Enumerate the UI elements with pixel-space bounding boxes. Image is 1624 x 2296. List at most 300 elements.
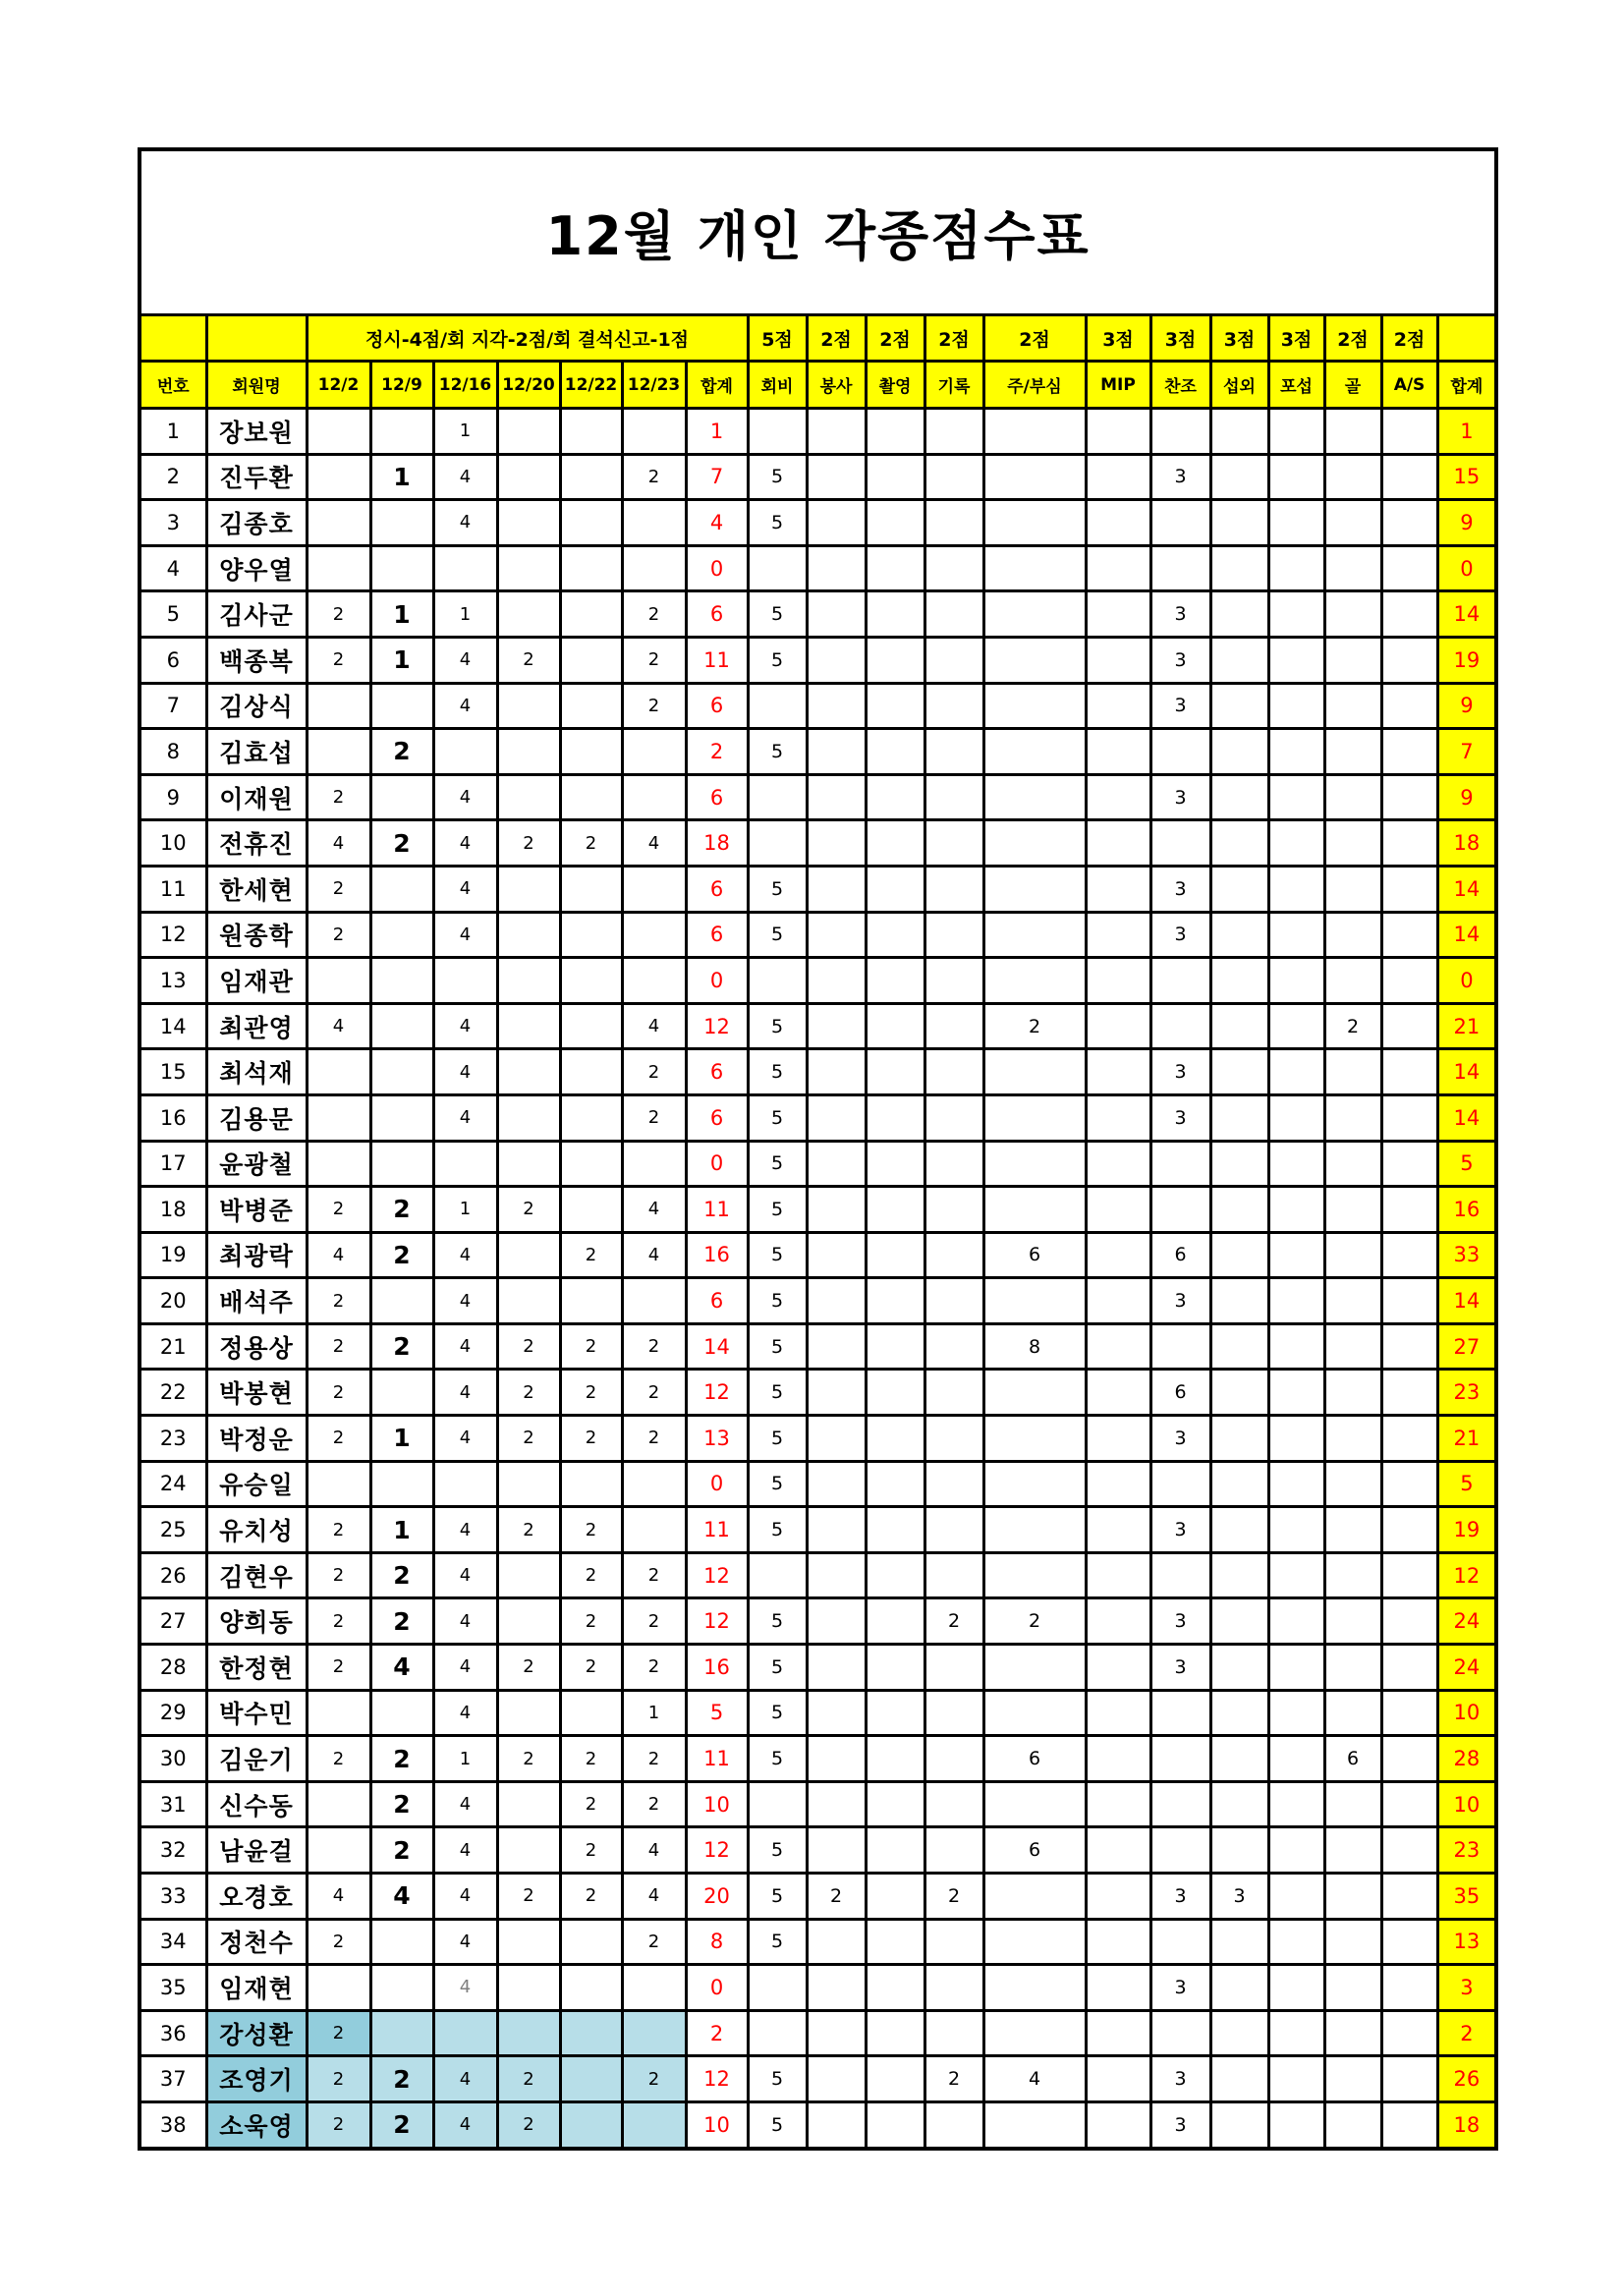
goal-points xyxy=(1324,1552,1381,1598)
referee-points xyxy=(983,1552,1086,1598)
record-points xyxy=(924,1003,983,1049)
member-row xyxy=(140,1827,1496,1874)
referee-points: 2 xyxy=(983,1003,1086,1049)
sponsor-points: 3 xyxy=(1150,1507,1210,1553)
member-name: 김사군 xyxy=(206,591,307,638)
attendance-12-9 xyxy=(370,1094,433,1141)
attendance-12-20: 2 xyxy=(497,1323,560,1370)
sponsor-points xyxy=(1150,2010,1210,2056)
recruit-contact-points xyxy=(1210,591,1268,638)
member-name: 양희동 xyxy=(206,1598,307,1645)
volunteer-points xyxy=(807,500,866,546)
fee-points xyxy=(748,1552,807,1598)
recruit-points xyxy=(1268,1323,1324,1370)
assist-points xyxy=(1381,1370,1437,1416)
attendance-12-16: 4 xyxy=(433,774,497,820)
member-row xyxy=(140,1232,1496,1278)
member-row xyxy=(140,1370,1496,1416)
referee-points: 6 xyxy=(983,1232,1086,1278)
header-blank xyxy=(140,315,206,362)
member-number: 30 xyxy=(140,1736,206,1782)
record-points xyxy=(924,2101,983,2148)
attendance-12-16: 4 xyxy=(433,820,497,867)
volunteer-points xyxy=(807,2101,866,2148)
volunteer-points xyxy=(807,1827,866,1874)
member-row xyxy=(140,958,1496,1004)
attendance-12-9: 2 xyxy=(370,1187,433,1233)
attendance-12-16: 4 xyxy=(433,1827,497,1874)
attendance-sum: 12 xyxy=(686,1598,748,1645)
referee-points: 2 xyxy=(983,1598,1086,1645)
volunteer-points xyxy=(807,454,866,500)
attendance-12-9: 2 xyxy=(370,1323,433,1370)
filming-points xyxy=(866,1141,924,1187)
attendance-12-22: 2 xyxy=(560,1370,622,1416)
attendance-12-16 xyxy=(433,1141,497,1187)
grand-total: 19 xyxy=(1437,637,1496,683)
points-recruit-contact: 3점 xyxy=(1210,315,1268,362)
attendance-sum: 6 xyxy=(686,683,748,729)
record-points xyxy=(924,1141,983,1187)
goal-points xyxy=(1324,774,1381,820)
member-number: 24 xyxy=(140,1461,206,1507)
goal-points xyxy=(1324,1323,1381,1370)
attendance-12-22 xyxy=(560,683,622,729)
goal-points xyxy=(1324,1507,1381,1553)
recruit-points xyxy=(1268,591,1324,638)
attendance-12-9: 2 xyxy=(370,2101,433,2148)
grand-total: 14 xyxy=(1437,866,1496,912)
attendance-12-9 xyxy=(370,545,433,591)
attendance-12-23 xyxy=(622,774,686,820)
volunteer-points xyxy=(807,1094,866,1141)
mip-points xyxy=(1086,454,1150,500)
col-header-12-20: 12/20 xyxy=(497,362,560,409)
attendance-12-2: 2 xyxy=(307,637,370,683)
mip-points xyxy=(1086,409,1150,455)
attendance-12-2: 2 xyxy=(307,1645,370,1691)
attendance-sum: 13 xyxy=(686,1416,748,1462)
grand-total: 23 xyxy=(1437,1827,1496,1874)
attendance-12-16: 4 xyxy=(433,2101,497,2148)
recruit-contact-points xyxy=(1210,2056,1268,2102)
record-points xyxy=(924,500,983,546)
attendance-12-16: 4 xyxy=(433,1232,497,1278)
attendance-12-23 xyxy=(622,866,686,912)
grand-total: 21 xyxy=(1437,1416,1496,1462)
attendance-12-9 xyxy=(370,1141,433,1187)
attendance-12-23: 2 xyxy=(622,1736,686,1782)
referee-points xyxy=(983,912,1086,958)
attendance-12-2: 2 xyxy=(307,2056,370,2102)
attendance-12-9: 2 xyxy=(370,1781,433,1827)
attendance-12-16: 1 xyxy=(433,409,497,455)
member-row xyxy=(140,1187,1496,1233)
attendance-12-23: 2 xyxy=(622,637,686,683)
attendance-12-22 xyxy=(560,454,622,500)
attendance-12-16: 4 xyxy=(433,500,497,546)
attendance-12-22 xyxy=(560,1690,622,1736)
assist-points xyxy=(1381,1323,1437,1370)
attendance-12-2: 2 xyxy=(307,2101,370,2148)
attendance-12-20 xyxy=(497,1598,560,1645)
member-name: 김운기 xyxy=(206,1736,307,1782)
referee-points xyxy=(983,1461,1086,1507)
referee-points xyxy=(983,500,1086,546)
filming-points xyxy=(866,774,924,820)
sponsor-points xyxy=(1150,1781,1210,1827)
attendance-12-22: 2 xyxy=(560,1552,622,1598)
volunteer-points xyxy=(807,1370,866,1416)
member-row xyxy=(140,2101,1496,2148)
goal-points xyxy=(1324,729,1381,775)
attendance-12-2 xyxy=(307,1781,370,1827)
volunteer-points xyxy=(807,1278,866,1324)
col-header-recruit-contact: 섭외 xyxy=(1210,362,1268,409)
fee-points: 5 xyxy=(748,729,807,775)
record-points xyxy=(924,774,983,820)
fee-points: 5 xyxy=(748,1507,807,1553)
goal-points xyxy=(1324,637,1381,683)
grand-total: 14 xyxy=(1437,1094,1496,1141)
referee-points xyxy=(983,683,1086,729)
fee-points: 5 xyxy=(748,591,807,638)
fee-points: 5 xyxy=(748,1323,807,1370)
mip-points xyxy=(1086,866,1150,912)
attendance-12-2: 2 xyxy=(307,1552,370,1598)
attendance-12-16: 4 xyxy=(433,637,497,683)
attendance-12-9: 4 xyxy=(370,1874,433,1920)
header-blank xyxy=(206,315,307,362)
goal-points xyxy=(1324,1874,1381,1920)
record-points xyxy=(924,683,983,729)
attendance-12-9 xyxy=(370,1919,433,1965)
referee-points xyxy=(983,1645,1086,1691)
attendance-12-23: 2 xyxy=(622,1049,686,1095)
attendance-12-20: 2 xyxy=(497,820,560,867)
mip-points xyxy=(1086,1187,1150,1233)
grand-total: 0 xyxy=(1437,545,1496,591)
attendance-12-22: 2 xyxy=(560,1645,622,1691)
points-volunteer: 2점 xyxy=(807,315,866,362)
volunteer-points xyxy=(807,1552,866,1598)
attendance-12-23 xyxy=(622,500,686,546)
member-number: 31 xyxy=(140,1781,206,1827)
attendance-12-16 xyxy=(433,545,497,591)
points-filming: 2점 xyxy=(866,315,924,362)
member-name: 남윤걸 xyxy=(206,1827,307,1874)
member-row xyxy=(140,454,1496,500)
filming-points xyxy=(866,1416,924,1462)
assist-points xyxy=(1381,637,1437,683)
grand-total: 35 xyxy=(1437,1874,1496,1920)
recruit-points xyxy=(1268,1094,1324,1141)
member-name: 유승일 xyxy=(206,1461,307,1507)
attendance-12-20 xyxy=(497,1141,560,1187)
attendance-sum: 20 xyxy=(686,1874,748,1920)
attendance-12-22: 2 xyxy=(560,1874,622,1920)
referee-points xyxy=(983,1278,1086,1324)
attendance-12-23 xyxy=(622,409,686,455)
attendance-12-23: 4 xyxy=(622,1232,686,1278)
fee-points: 5 xyxy=(748,454,807,500)
recruit-contact-points xyxy=(1210,1323,1268,1370)
assist-points xyxy=(1381,1874,1437,1920)
sponsor-points xyxy=(1150,1141,1210,1187)
referee-points xyxy=(983,1094,1086,1141)
member-number: 36 xyxy=(140,2010,206,2056)
fee-points xyxy=(748,409,807,455)
fee-points: 5 xyxy=(748,2056,807,2102)
attendance-12-22 xyxy=(560,2056,622,2102)
referee-points: 6 xyxy=(983,1736,1086,1782)
filming-points xyxy=(866,1690,924,1736)
member-name: 최광락 xyxy=(206,1232,307,1278)
member-row xyxy=(140,409,1496,455)
col-header-name: 회원명 xyxy=(206,362,307,409)
member-name: 원종학 xyxy=(206,912,307,958)
record-points xyxy=(924,2010,983,2056)
points-header-row xyxy=(140,315,1496,362)
grand-total: 18 xyxy=(1437,820,1496,867)
fee-points: 5 xyxy=(748,912,807,958)
attendance-sum: 6 xyxy=(686,1278,748,1324)
attendance-12-22 xyxy=(560,1049,622,1095)
recruit-contact-points xyxy=(1210,1003,1268,1049)
volunteer-points xyxy=(807,1416,866,1462)
fee-points xyxy=(748,820,807,867)
assist-points xyxy=(1381,591,1437,638)
filming-points xyxy=(866,545,924,591)
attendance-sum: 4 xyxy=(686,500,748,546)
attendance-12-22: 2 xyxy=(560,1507,622,1553)
volunteer-points xyxy=(807,1232,866,1278)
recruit-contact-points xyxy=(1210,1187,1268,1233)
mip-points xyxy=(1086,1049,1150,1095)
member-name: 박봉현 xyxy=(206,1370,307,1416)
assist-points xyxy=(1381,1094,1437,1141)
attendance-12-20 xyxy=(497,1049,560,1095)
attendance-12-20: 2 xyxy=(497,1416,560,1462)
recruit-points xyxy=(1268,545,1324,591)
sponsor-points xyxy=(1150,1736,1210,1782)
recruit-points xyxy=(1268,958,1324,1004)
attendance-sum: 6 xyxy=(686,1049,748,1095)
grand-total: 28 xyxy=(1437,1736,1496,1782)
attendance-12-2: 2 xyxy=(307,912,370,958)
sheet-title: 12월 개인 각종점수표 xyxy=(140,149,1496,315)
member-number: 21 xyxy=(140,1323,206,1370)
grand-total: 10 xyxy=(1437,1690,1496,1736)
attendance-12-2: 2 xyxy=(307,1507,370,1553)
attendance-12-23: 4 xyxy=(622,1827,686,1874)
attendance-sum: 12 xyxy=(686,2056,748,2102)
member-row xyxy=(140,2010,1496,2056)
record-points xyxy=(924,1323,983,1370)
goal-points xyxy=(1324,1781,1381,1827)
referee-points xyxy=(983,729,1086,775)
attendance-12-9 xyxy=(370,1003,433,1049)
title-row xyxy=(140,149,1496,315)
member-row xyxy=(140,500,1496,546)
mip-points xyxy=(1086,774,1150,820)
attendance-12-22 xyxy=(560,2010,622,2056)
member-name: 한정현 xyxy=(206,1645,307,1691)
fee-points xyxy=(748,958,807,1004)
attendance-12-22 xyxy=(560,774,622,820)
points-referee: 2점 xyxy=(983,315,1086,362)
goal-points xyxy=(1324,1598,1381,1645)
attendance-sum: 11 xyxy=(686,1736,748,1782)
sponsor-points: 3 xyxy=(1150,637,1210,683)
attendance-12-22 xyxy=(560,545,622,591)
mip-points xyxy=(1086,1919,1150,1965)
volunteer-points xyxy=(807,1690,866,1736)
mip-points xyxy=(1086,2056,1150,2102)
recruit-contact-points xyxy=(1210,1598,1268,1645)
attendance-12-22 xyxy=(560,591,622,638)
goal-points xyxy=(1324,1094,1381,1141)
attendance-12-20 xyxy=(497,454,560,500)
assist-points xyxy=(1381,1598,1437,1645)
record-points xyxy=(924,912,983,958)
recruit-contact-points xyxy=(1210,1049,1268,1095)
attendance-12-2: 4 xyxy=(307,820,370,867)
attendance-sum: 10 xyxy=(686,2101,748,2148)
attendance-12-22 xyxy=(560,1461,622,1507)
assist-points xyxy=(1381,774,1437,820)
attendance-sum: 11 xyxy=(686,1187,748,1233)
attendance-12-23 xyxy=(622,1278,686,1324)
recruit-points xyxy=(1268,1736,1324,1782)
fee-points: 5 xyxy=(748,1827,807,1874)
member-name: 전휴진 xyxy=(206,820,307,867)
attendance-12-16: 4 xyxy=(433,683,497,729)
member-row xyxy=(140,1645,1496,1691)
member-name: 최석재 xyxy=(206,1049,307,1095)
attendance-sum: 0 xyxy=(686,958,748,1004)
record-points xyxy=(924,1187,983,1233)
referee-points xyxy=(983,1416,1086,1462)
attendance-12-9: 1 xyxy=(370,454,433,500)
referee-points: 4 xyxy=(983,2056,1086,2102)
attendance-rule: 정시-4점/회 지각-2점/회 결석신고-1점 xyxy=(307,315,748,362)
attendance-sum: 6 xyxy=(686,774,748,820)
member-name: 강성환 xyxy=(206,2010,307,2056)
member-number: 26 xyxy=(140,1552,206,1598)
volunteer-points xyxy=(807,1736,866,1782)
goal-points xyxy=(1324,1141,1381,1187)
member-row xyxy=(140,1507,1496,1553)
assist-points xyxy=(1381,545,1437,591)
filming-points xyxy=(866,454,924,500)
attendance-12-23 xyxy=(622,2101,686,2148)
goal-points: 2 xyxy=(1324,1003,1381,1049)
member-number: 19 xyxy=(140,1232,206,1278)
attendance-12-9 xyxy=(370,1370,433,1416)
mip-points xyxy=(1086,1461,1150,1507)
member-row xyxy=(140,1919,1496,1965)
fee-points: 5 xyxy=(748,1003,807,1049)
member-number: 22 xyxy=(140,1370,206,1416)
attendance-sum: 16 xyxy=(686,1232,748,1278)
attendance-12-9: 2 xyxy=(370,1552,433,1598)
attendance-12-16: 4 xyxy=(433,912,497,958)
filming-points xyxy=(866,500,924,546)
referee-points: 8 xyxy=(983,1323,1086,1370)
member-row xyxy=(140,1278,1496,1324)
attendance-12-2 xyxy=(307,1965,370,2011)
member-row xyxy=(140,820,1496,867)
member-row xyxy=(140,774,1496,820)
attendance-12-22: 2 xyxy=(560,820,622,867)
attendance-12-2: 2 xyxy=(307,1278,370,1324)
attendance-12-16 xyxy=(433,1461,497,1507)
attendance-12-20 xyxy=(497,1781,560,1827)
mip-points xyxy=(1086,1827,1150,1874)
member-name: 이재원 xyxy=(206,774,307,820)
member-name: 박정운 xyxy=(206,1416,307,1462)
attendance-12-23 xyxy=(622,1965,686,2011)
recruit-contact-points xyxy=(1210,729,1268,775)
assist-points xyxy=(1381,729,1437,775)
record-points xyxy=(924,1232,983,1278)
goal-points xyxy=(1324,2056,1381,2102)
attendance-12-20: 2 xyxy=(497,1645,560,1691)
member-name: 진두환 xyxy=(206,454,307,500)
member-row xyxy=(140,591,1496,638)
recruit-contact-points xyxy=(1210,820,1268,867)
score-sheet-table xyxy=(138,147,1498,2151)
points-fee: 5점 xyxy=(748,315,807,362)
member-name: 임재현 xyxy=(206,1965,307,2011)
record-points xyxy=(924,1094,983,1141)
assist-points xyxy=(1381,1736,1437,1782)
attendance-12-22: 2 xyxy=(560,1598,622,1645)
member-number: 16 xyxy=(140,1094,206,1141)
grand-total: 15 xyxy=(1437,454,1496,500)
mip-points xyxy=(1086,683,1150,729)
attendance-12-23 xyxy=(622,2010,686,2056)
recruit-contact-points xyxy=(1210,1919,1268,1965)
attendance-12-23: 4 xyxy=(622,1003,686,1049)
attendance-12-2: 2 xyxy=(307,866,370,912)
goal-points xyxy=(1324,1416,1381,1462)
attendance-12-16: 4 xyxy=(433,1552,497,1598)
attendance-12-20 xyxy=(497,500,560,546)
fee-points: 5 xyxy=(748,1919,807,1965)
recruit-points xyxy=(1268,1370,1324,1416)
attendance-12-20 xyxy=(497,1965,560,2011)
attendance-12-22 xyxy=(560,1187,622,1233)
attendance-12-22: 2 xyxy=(560,1323,622,1370)
col-header-record: 기록 xyxy=(924,362,983,409)
mip-points xyxy=(1086,545,1150,591)
fee-points: 5 xyxy=(748,637,807,683)
member-row xyxy=(140,1552,1496,1598)
member-row xyxy=(140,1416,1496,1462)
recruit-points xyxy=(1268,1874,1324,1920)
record-points xyxy=(924,591,983,638)
referee-points xyxy=(983,1370,1086,1416)
filming-points xyxy=(866,1827,924,1874)
record-points xyxy=(924,1781,983,1827)
assist-points xyxy=(1381,1919,1437,1965)
assist-points xyxy=(1381,1461,1437,1507)
referee-points xyxy=(983,958,1086,1004)
sponsor-points: 3 xyxy=(1150,683,1210,729)
member-name: 김종호 xyxy=(206,500,307,546)
